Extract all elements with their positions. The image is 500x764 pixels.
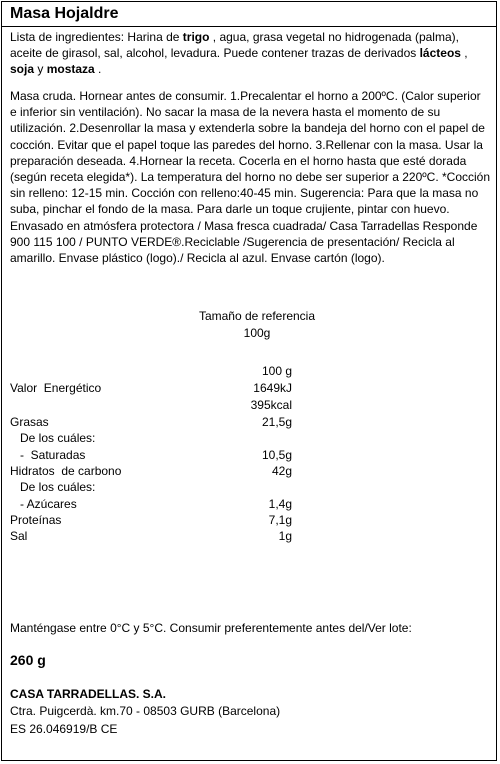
nutrient-value: 395kcal	[250, 398, 292, 412]
nutrient-value: 1g	[278, 529, 292, 543]
title-divider	[2, 26, 496, 27]
reference-size-title: Tamaño de referencia	[198, 309, 316, 323]
nutrition-row	[2, 447, 496, 463]
nutrition-row	[2, 430, 496, 446]
nutrient-label: Proteínas	[10, 513, 62, 527]
usage-instructions: Masa cruda. Hornear antes de consumir. 1.Precalentar el horno a 200ºC. (Calor superior e inferior sin ventilación). No sacar la masa de la nevera hasta el momento de su utilización. 2.Desenrollar la masa y extenderla sobre la bandeja del horno con el papel de cocción. Evitar que el papel toque las paredes del horno. 3.Rellenar con la masa. Usar la preparación deseada. 4.Hornear la receta. Cocerla en el horno hasta que esté dorada (según receta elegida*). La temperatura del horno no debe ser superior a 220ºC. *Cocción sin relleno: 12-15 min. Cocción con relleno:40-45 min. Sugerencia: Para que la masa no suba, pinchar el fondo de la masa. Para darle un toque crujiente, pintar con huevo. Envasado en atmósfera protectora / Masa fresca cuadrada/ Casa Tarradellas Responde 900 115 100 / PUNTO VERDE®.Reciclable /Sugerencia de presentación/ Recicla al amarillo. Envase plástico (logo)./ Recicla al azul. Envase cartón (logo).	[10, 89, 491, 266]
nutrient-label: Valor Energético	[10, 381, 102, 395]
nutrition-row	[2, 479, 496, 495]
nutrition-row	[2, 512, 496, 528]
reference-size-amount: 100g	[243, 326, 271, 340]
nutrition-column-header-row	[2, 363, 496, 379]
nutrient-label: - Azúcares	[20, 497, 77, 511]
nutrient-value: 42g	[271, 464, 292, 478]
net-weight: 260 g	[10, 652, 46, 668]
nutrient-label: Grasas	[10, 415, 49, 429]
ingredients-part: ,	[460, 46, 468, 61]
health-registry-number: ES 26.046919/B CE	[10, 722, 118, 736]
nutrient-label: - Saturadas	[20, 448, 86, 462]
nutrition-row	[2, 528, 496, 544]
storage-instructions: Manténgase entre 0°C y 5°C. Consumir preferentemente antes del/Ver lote:	[10, 621, 412, 635]
nutrient-value: 7,1g	[268, 513, 292, 527]
allergen-trigo: trigo	[182, 30, 210, 44]
allergen-soja: soja	[10, 62, 35, 77]
ingredients-part: Lista de ingredientes: Harina de	[10, 30, 183, 44]
ingredients-part: , agua, grasa vegetal no hidrogenada (palma), aceite de girasol, sal, alcohol, levadura. Puede contener trazas de derivados	[10, 30, 459, 61]
product-title: Masa Hojaldre	[10, 5, 119, 22]
nutrient-value: 10,5g	[261, 448, 292, 462]
ingredients-text	[10, 29, 490, 78]
nutrient-value: 1649kJ	[253, 381, 292, 395]
nutrient-label: De los cuáles:	[20, 480, 96, 494]
nutrition-row	[2, 463, 496, 479]
product-label	[1, 1, 497, 761]
company-name: CASA TARRADELLAS. S.A.	[10, 687, 166, 701]
nutrient-label: Sal	[10, 529, 28, 543]
nutrient-label: Hidratos de carbono	[10, 464, 122, 478]
allergen-lacteos: lácteos	[419, 46, 461, 61]
nutrient-value: 1,4g	[268, 497, 292, 511]
nutrition-row	[2, 397, 496, 413]
reference-size-header	[187, 308, 327, 342]
ingredients-part: .	[94, 62, 102, 77]
nutrient-value: 21,5g	[261, 415, 292, 429]
nutrition-row	[2, 380, 496, 396]
allergen-mostaza: mostaza	[46, 62, 95, 77]
company-address: Ctra. Puigcerdà. km.70 - 08503 GURB (Barcelona)	[10, 704, 281, 718]
nutrition-row	[2, 414, 496, 430]
nutrition-row	[2, 496, 496, 512]
nutrient-label: De los cuáles:	[20, 431, 96, 445]
ingredients-part: y	[34, 62, 47, 77]
nutrition-column-header: 100 g	[261, 364, 292, 378]
